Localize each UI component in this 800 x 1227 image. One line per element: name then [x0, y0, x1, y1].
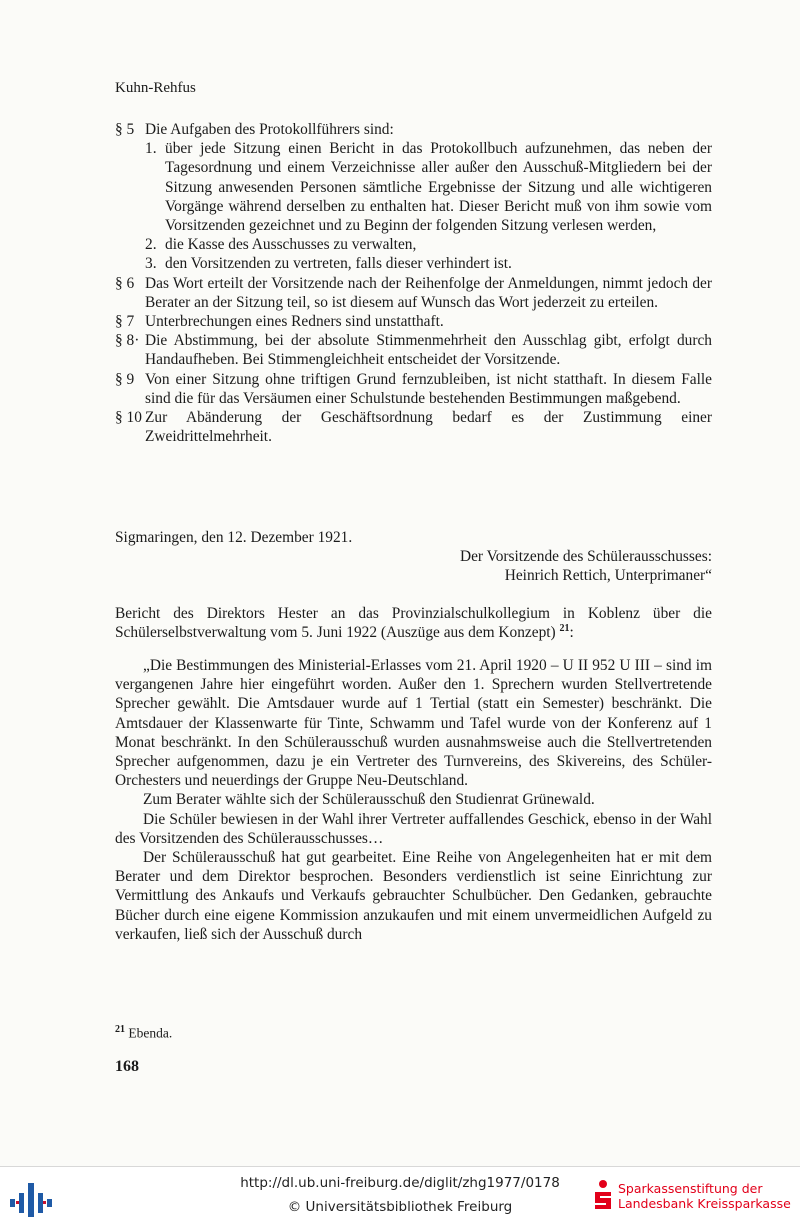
section-number: § 8·: [115, 332, 140, 350]
copyright-text: © Universitätsbibliothek Freiburg: [287, 1199, 513, 1215]
section-text: Die Abstimmung, bei der absolute Stimmenmehrheit den Ausschlag gibt, erfolgt durch Handaufheben. Bei Stimmengleichheit entscheidet der Vorsitzende.: [145, 332, 712, 369]
quote-paragraph: Der Schülerausschuß hat gut gearbeitet. Eine Reihe von Angelegenheiten hat er mit dem Berater und dem Direktor besprochen. Besonders verdienstlich ist seine Einrichtung zur Vermittlung des Ankaufs und Verkaufs gebrauchter Schulbücher. Den Gedanken, gebrauchte Bücher durch eine eigene Kommission anzukaufen und mit einem unvermeidlichen Aufgeld zu verkaufen, ließ sich der Ausschuß durch: [115, 849, 712, 943]
section-10: [115, 408, 712, 446]
section-5: [115, 120, 712, 274]
section-number: § 7: [115, 313, 135, 331]
signature-title: Der Vorsitzende des Schülerausschusses:: [459, 548, 712, 566]
list-item: 1. über jede Sitzung einen Bericht in das Protokollbuch aufzunehmen, das neben der Tagesordnung und einem Verzeichnisse aller außer den Ausschuß-Mitgliedern bei der Sitzung anwesenden Personen sämtliche Ergebnisse der Sitzung und alle wichtigeren Vorgänge während derselben zu enthalten hat. Dieser Bericht muß von ihm sowie vom Vorsitzenden gezeichnet und zu Beginn der folgenden Sitzung verlesen werden,: [145, 140, 712, 235]
running-head: Kuhn-Rehfus: [115, 80, 196, 96]
closing-block: [115, 528, 712, 586]
section-number: § 9: [115, 370, 135, 388]
report-intro: Bericht des Direktors Hester an das Provinzialschulkollegium in Koblenz über die Schülerselbstverwaltung vom 5. Juni 1922 (Auszüge aus dem Konzept) $^{21}$:: [115, 605, 712, 642]
list-item: 2. die Kasse des Ausschusses zu verwalten,: [145, 236, 417, 254]
quote-paragraph: Zum Berater wählte sich der Schülerausschuß den Studienrat Grünewald.: [143, 791, 595, 809]
section-number: § 10: [115, 409, 142, 427]
viewer-footer: [0, 1166, 800, 1227]
section-text: Das Wort erteilt der Vorsitzende nach der Reihenfolge der Anmeldungen, nimmt jedoch der Berater an der Sitzung teil, so ist diesem auf Wunsch das Wort jederzeit zu erteilen.: [145, 274, 712, 311]
signature-name: Heinrich Rettich, Unterprimaner“: [504, 567, 712, 585]
section-number: § 5: [115, 121, 135, 138]
footnote-text: Ebenda.: [128, 1025, 173, 1041]
section-7: [115, 312, 712, 331]
section-text: Von einer Sitzung ohne triftigen Grund fernzubleiben, ist nicht statthaft. In diesem Falle sind die für das Versäumen einer Schulstunde bestehenden Bestimmungen maßgebend.: [145, 370, 712, 407]
quote-paragraph: Die Schüler bewiesen in der Wahl ihrer Vertreter auffallendes Geschick, ebenso in der Wahl des Vorsitzenden des Schülerausschusses…: [115, 810, 712, 847]
section-8: [115, 331, 712, 369]
section-text: Die Aufgaben des Protokollführers sind:: [145, 121, 394, 138]
quoted-report: [115, 656, 712, 944]
section-6: [115, 274, 712, 312]
sparkasse-logo-icon[interactable]: [592, 1179, 614, 1213]
statute-sections: [115, 120, 712, 446]
quote-paragraph: „Die Bestimmungen des Ministerial-Erlasses vom 21. April 1920 – U II 952 U III – sind im vergangenen Jahre hier eingeführt worden. Außer den 1. Sprechern wurden Stellvertretende Sprecher gewählt. Die Amtsdauer wurde auf 1 Tertial (statt ein Semester) beschränkt. Die Amtsdauer der Klassenwarte für Tinte, Schwamm und Tafel wurde von der Konferenz auf 1 Monat beschränkt. In den Schülerausschuß wurden ausnahmsweise auch die Stellvertretenden Sprecher aufgenommen, dazu je ein Vertreter des Turnvereins, des Skivereins, des Schüler-Orchesters und neuerdings der Gruppe Neu-Deutschland.: [115, 657, 712, 790]
section-9: [115, 370, 712, 408]
section-text: Zur Abänderung der Geschäftsordnung bedarf es der Zustimmung einer Zweidrittelmehrheit.: [145, 409, 712, 446]
footnote-number: 21: [115, 1024, 125, 1035]
report-intro-text: Bericht des Direktors Hester an das Provinzialschulkollegium in Koblenz über die Schülerselbstverwaltung vom 5. Juni 1922 (Auszüge aus dem Konzept): [115, 605, 712, 642]
page-url-link[interactable]: http://dl.ub.uni-freiburg.de/diglit/zhg1977/0178: [240, 1175, 560, 1191]
section-text: Unterbrechungen eines Redners sind unstatthaft.: [145, 313, 444, 331]
sponsor-text[interactable]: Sparkassenstiftung der Landesbank Kreissparkasse: [618, 1181, 791, 1211]
footnote-reference: 21: [559, 623, 570, 635]
page-number: 168: [115, 1058, 139, 1075]
footnote: [115, 1024, 172, 1042]
place-date: Sigmaringen, den 12. Dezember 1921.: [115, 529, 353, 546]
list-item: 3. den Vorsitzenden zu vertreten, falls dieser verhindert ist.: [145, 255, 512, 273]
section-number: § 6: [115, 274, 135, 292]
